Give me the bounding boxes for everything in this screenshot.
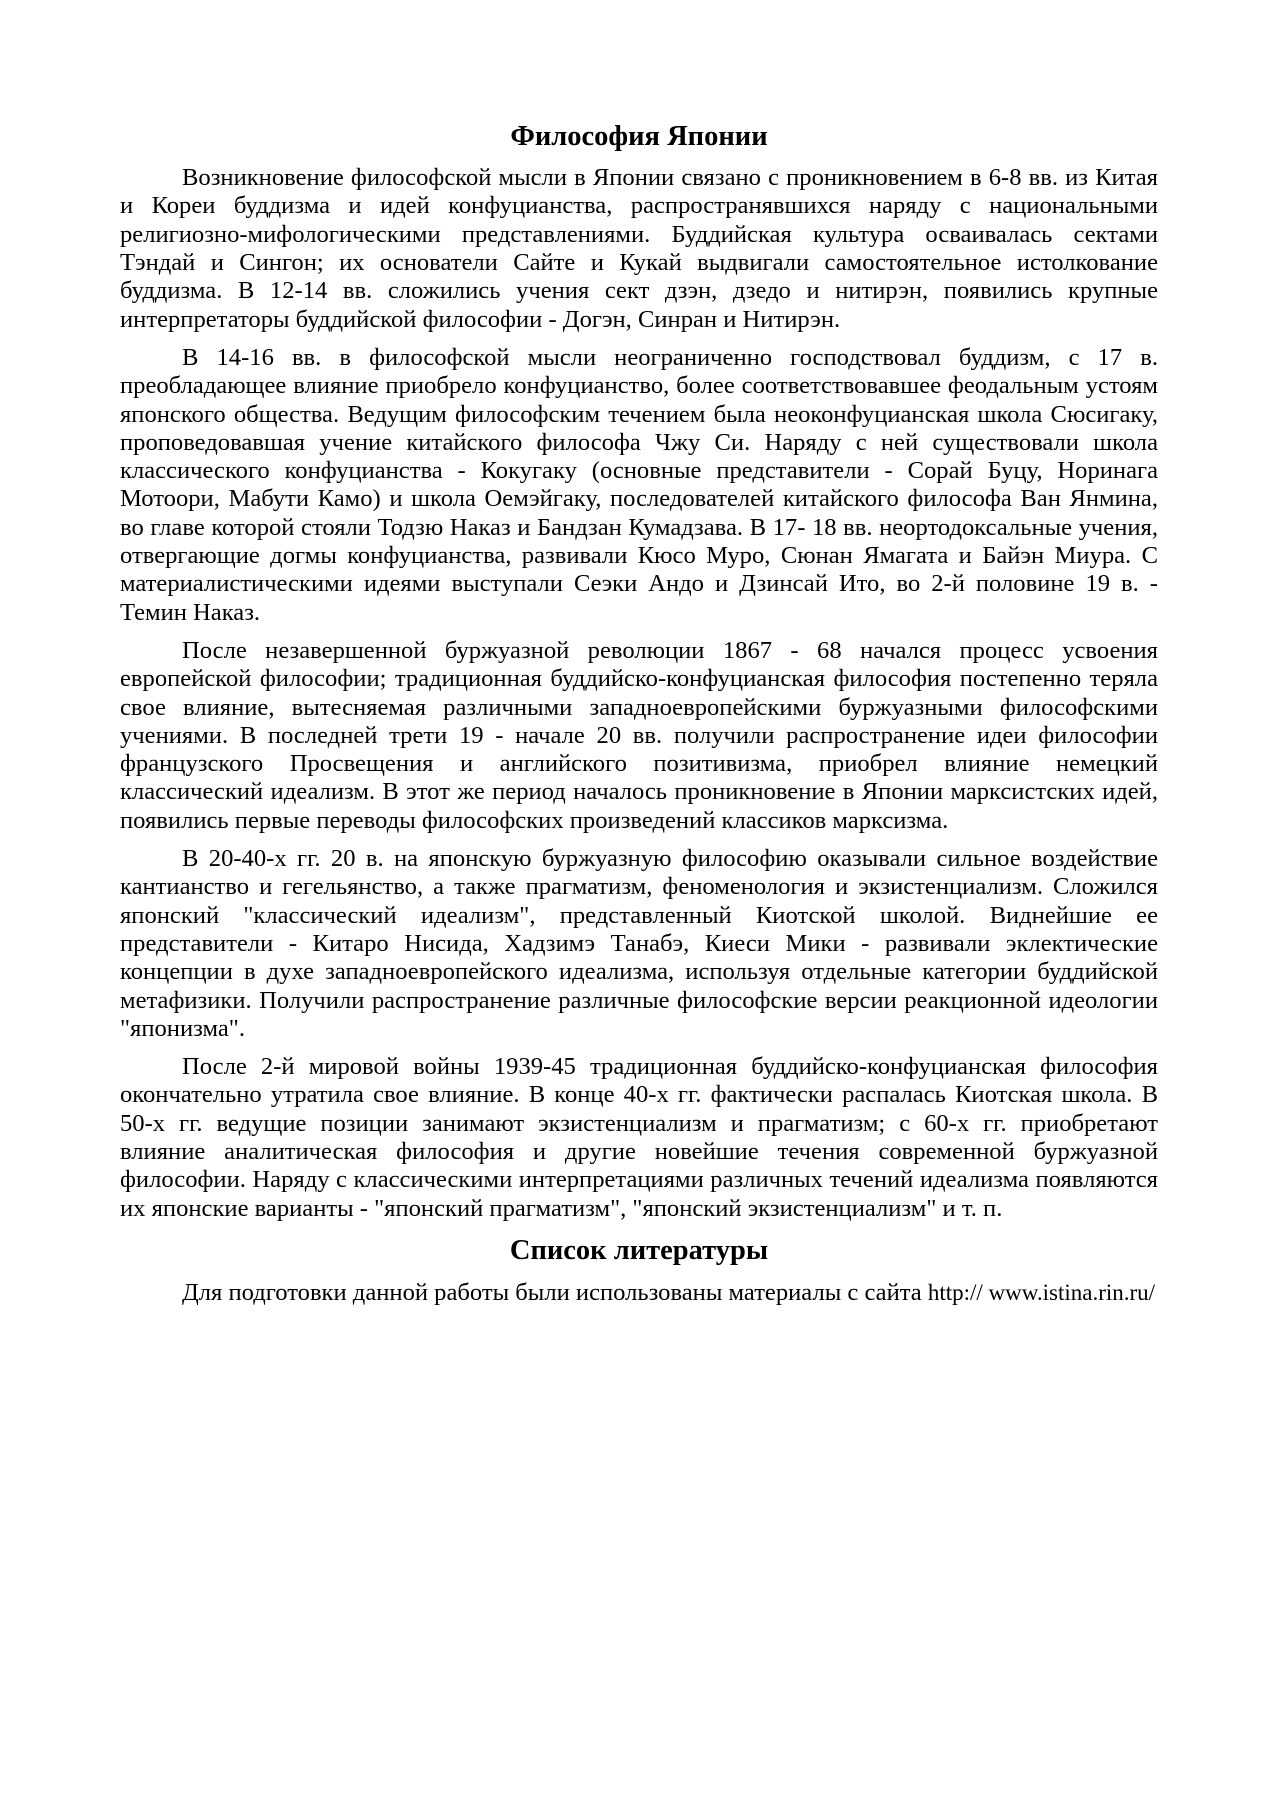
- bibliography-heading: Список литературы: [509, 1234, 769, 1266]
- paragraph-5: После 2-й мировой войны 1939-45 традиционная буддийско-конфуцианская философия окончательно утратила свое влияние. В конце 40-х гг. фактически распалась Киотская школа. В 50-х гг. ведущие позиции занимают экзистенциализм и прагматизм; с 60-х гг. приобретают влияние аналитическая философия и другие новейшие течения современной буржуазной философии. Наряду с классическими интерпретациями различных течений идеализма появляются их японские варианты - "японский прагматизм", "японский экзистенциализм" и т. п.: [120, 1053, 1158, 1222]
- document-content: [120, 120, 1158, 1317]
- bibliography-paragraph: [120, 1279, 1158, 1307]
- bibliography-url: http:// www.istina.rin.ru/: [927, 1280, 1156, 1306]
- paragraph-4: В 20-40-х гг. 20 в. на японскую буржуазную философию оказывали сильное воздействие кантианство и гегельянство, а также прагматизм, феноменология и экзистенциализм. Сложился японский "классический идеализм", представленный Киотской школой. Виднейшие ее представители - Китаро Нисида, Хадзимэ Танабэ, Киеси Мики - развивали эклектические концепции в духе западноевропейского идеализма, используя отдельные категории буддийской метафизики. Получили распространение различные философские версии реакционной идеологии "японизма".: [120, 845, 1158, 1042]
- paragraph-1: Возникновение философской мысли в Японии связано с проникновением в 6-8 вв. из Китая и Кореи буддизма и идей конфуцианства, распространявшихся наряду с национальными религиозно-мифологическими представлениями. Буддийская культура осваивалась сектами Тэндай и Сингон; их основатели Сайте и Кукай выдвигали самостоятельное истолкование буддизма. В 12-14 вв. сложились учения сект дзэн, дзедо и нитирэн, появились крупные интерпретаторы буддийской философии - Догэн, Синран и Нитирэн.: [120, 164, 1158, 333]
- paragraph-3: После незавершенной буржуазной революции 1867 - 68 начался процесс усвоения европейской философии; традиционная буддийско-конфуцианская философия постепенно теряла свое влияние, вытесняемая различными западноевропейскими буржуазными философскими учениями. В последней трети 19 - начале 20 вв. получили распространение идеи философии французского Просвещения и английского позитивизма, приобрел влияние немецкий классический идеализм. В этот же период началось проникновение в Японии марксистских идей, появились первые переводы философских произведений классиков марксизма.: [120, 636, 1158, 834]
- bibliography-text: Для подготовки данной работы были использованы материалы с сайта: [182, 1279, 928, 1307]
- document-title: Философия Японии: [510, 121, 768, 152]
- paragraph-2: В 14-16 вв. в философской мысли неограниченно господствовал буддизм, с 17 в. преобладающее влияние приобрело конфуцианство, более соответствовавшее феодальным устоям японского общества. Ведущим философским течением была неоконфуцианская школа Сюсигаку, проповедовавшая учение китайского философа Чжу Си. Наряду с ней существовали школа классического конфуцианства - Кокугаку (основные представители - Сорай Буцу, Норинага Мотоори, Мабути Камо) и школа Оемэйгаку, последователей китайского философа Ван Янмина, во главе которой стояли Тодзю Наказ и Бандзан Кумадзава. В 17- 18 вв. неортодоксальные учения, отвергающие догмы конфуцианства, развивали Кюсо Муро, Сюнан Ямагата и Байэн Миура. С материалистическими идеями выступали Сеэки Андо и Дзинсай Ито, во 2-й половине 19 в. - Темин Наказ.: [120, 343, 1158, 626]
